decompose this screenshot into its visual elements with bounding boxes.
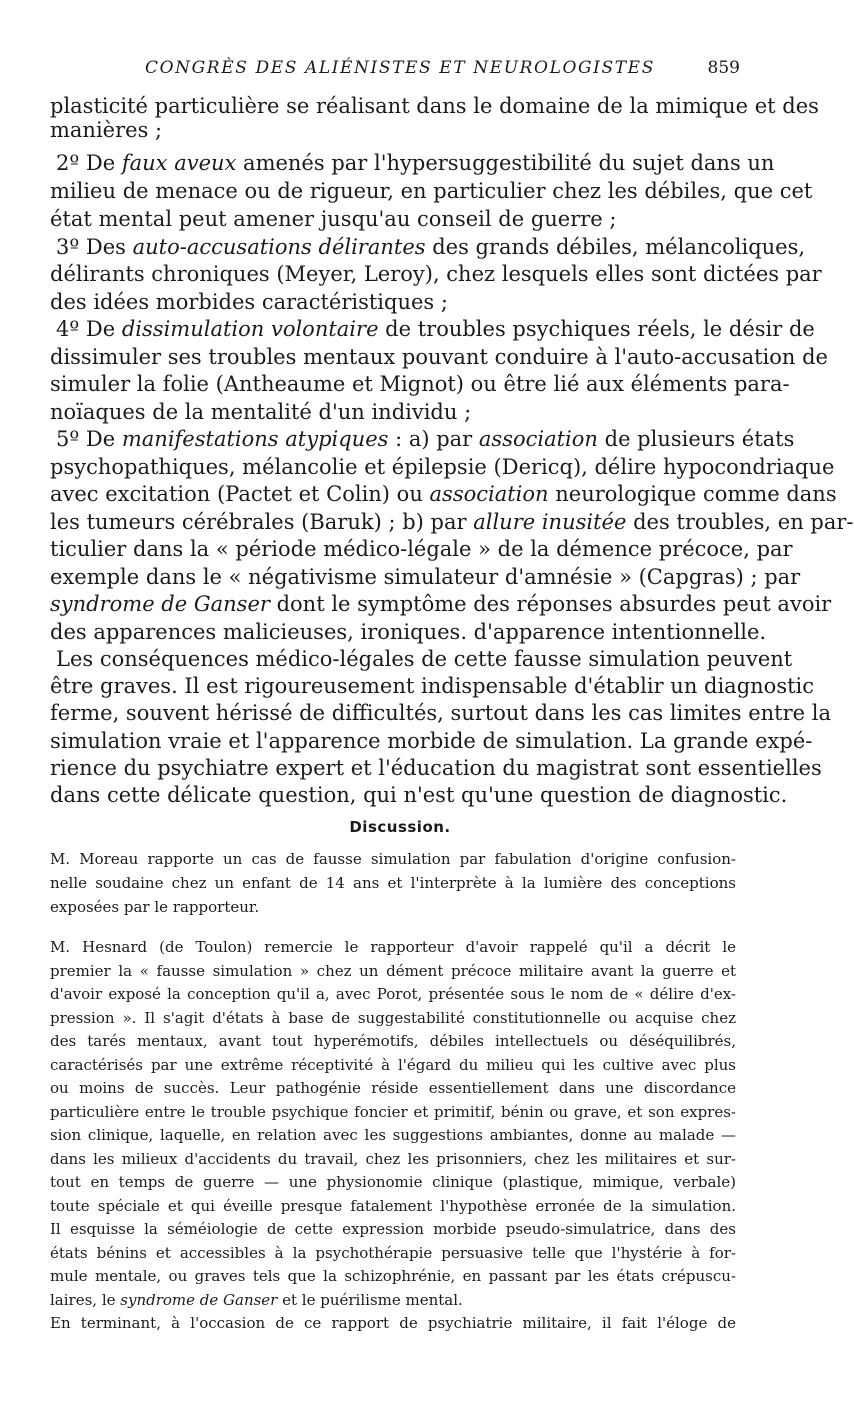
text-line: laires, le syndrome de Ganser et le puérilisme mental. [50,1291,463,1309]
text-line: M. Moreau rapporte un cas de fausse simulation par fabulation d'origine confusion- [50,850,736,868]
text-line: Il esquisse la séméiologie de cette expression morbide pseudo-simulatrice, dans des [50,1220,736,1238]
text-line: manières ; [50,118,163,142]
text-line: exposées par le rapporteur. [50,898,260,916]
text-line: tout en temps de guerre — une physionomie clinique (plastique, mimique, verbale) [50,1173,736,1191]
text-line: ou moins de succès. Leur pathogénie réside essentiellement dans une discordance [50,1079,736,1097]
text-line: simuler la folie (Antheaume et Mignot) ou être lié aux éléments para- [50,372,790,396]
discussion-heading: Discussion. [349,818,451,836]
running-head [110,58,740,82]
text-line: ferme, souvent hérissé de difficultés, surtout dans les cas limites entre la [50,701,831,725]
text-line: toute spéciale et qui éveille presque fatalement l'hypothèse erronée de la simulation. [50,1197,736,1215]
text-line: dans cette délicate question, qui n'est qu'une question de diagnostic. [50,783,788,807]
text-line: nelle soudaine chez un enfant de 14 ans et l'interprète à la lumière des conceptions [50,874,736,892]
text-line: Les conséquences médico-légales de cette fausse simulation peuvent [56,647,793,671]
text-line: sion clinique, laquelle, en relation avec les suggestions ambiantes, donne au malade — [50,1126,736,1144]
text-line: noïaques de la mentalité d'un individu ; [50,400,472,424]
text-line: les tumeurs cérébrales (Baruk) ; b) par allure inusitée des troubles, en par- [50,510,854,534]
text-line: états bénins et accessibles à la psychothérapie persuasive telle que l'hystérie à for- [50,1244,736,1262]
text-line: avec excitation (Pactet et Colin) ou association neurologique comme dans [50,482,837,506]
text-line: ticulier dans la « période médico-légale » de la démence précoce, par [50,537,793,561]
page-number: 859 [707,58,740,78]
text-line: mule mentale, ou graves tels que la schizophrénie, en passant par les états crépuscu- [50,1267,736,1285]
text-line: pression ». Il s'agit d'états à base de suggestabilité constitutionnelle ou acquise chez [50,1009,736,1027]
text-line: 3º Des auto-accusations délirantes des grands débiles, mélancoliques, [56,235,806,259]
text-line: rience du psychiatre expert et l'éducation du magistrat sont essentielles [50,756,822,780]
text-line: des apparences malicieuses, ironiques. d'apparence intentionnelle. [50,620,767,644]
text-line: particulière entre le trouble psychique foncier et primitif, bénin ou grave, et son expres- [50,1103,736,1121]
text-line: 4º De dissimulation volontaire de troubles psychiques réels, le désir de [56,317,815,341]
text-line: premier la « fausse simulation » chez un dément précoce militaire avant la guerre et [50,962,736,980]
text-line: milieu de menace ou de rigueur, en particulier chez les débiles, que cet [50,179,813,203]
text-line: M. Hesnard (de Toulon) remercie le rapporteur d'avoir rappelé qu'il a décrit le [50,938,736,956]
text-line: 5º De manifestations atypiques : a) par association de plusieurs états [56,427,795,451]
text-line: délirants chroniques (Meyer, Leroy), chez lesquels elles sont dictées par [50,262,822,286]
text-line: 2º De faux aveux amenés par l'hypersuggestibilité du sujet dans un [56,151,775,175]
text-line: caractérisés par une extrême réceptivité à l'égard du milieu qui les cultive avec plus [50,1056,736,1074]
text-line: exemple dans le « négativisme simulateur d'amnésie » (Capgras) ; par [50,565,801,589]
text-line: dissimuler ses troubles mentaux pouvant conduire à l'auto-accusation de [50,345,828,369]
text-line: plasticité particulière se réalisant dans le domaine de la mimique et des [50,94,819,118]
running-title: CONGRÈS DES ALIÉNISTES ET NEUROLOGISTES [145,58,655,78]
text-line: être graves. Il est rigoureusement indispensable d'établir un diagnostic [50,674,815,698]
text-line: psychopathiques, mélancolie et épilepsie (Dericq), délire hypocondriaque [50,455,835,479]
text-line: En terminant, à l'occasion de ce rapport de psychiatrie militaire, il fait l'éloge de [50,1314,736,1332]
text-line: des tarés mentaux, avant tout hyperémotifs, débiles intellectuels ou déséquilibrés, [50,1032,736,1050]
text-line: état mental peut amener jusqu'au conseil de guerre ; [50,207,617,231]
text-line: simulation vraie et l'apparence morbide de simulation. La grande expé- [50,729,813,753]
text-line: dans les milieux d'accidents du travail, chez les prisonniers, chez les militaires et sur- [50,1150,736,1168]
text-line: des idées morbides caractéristiques ; [50,290,448,314]
text-line: d'avoir exposé la conception qu'il a, avec Porot, présentée sous le nom de « délire d'ex- [50,985,736,1003]
text-line: syndrome de Ganser dont le symptôme des réponses absurdes peut avoir [50,592,832,616]
